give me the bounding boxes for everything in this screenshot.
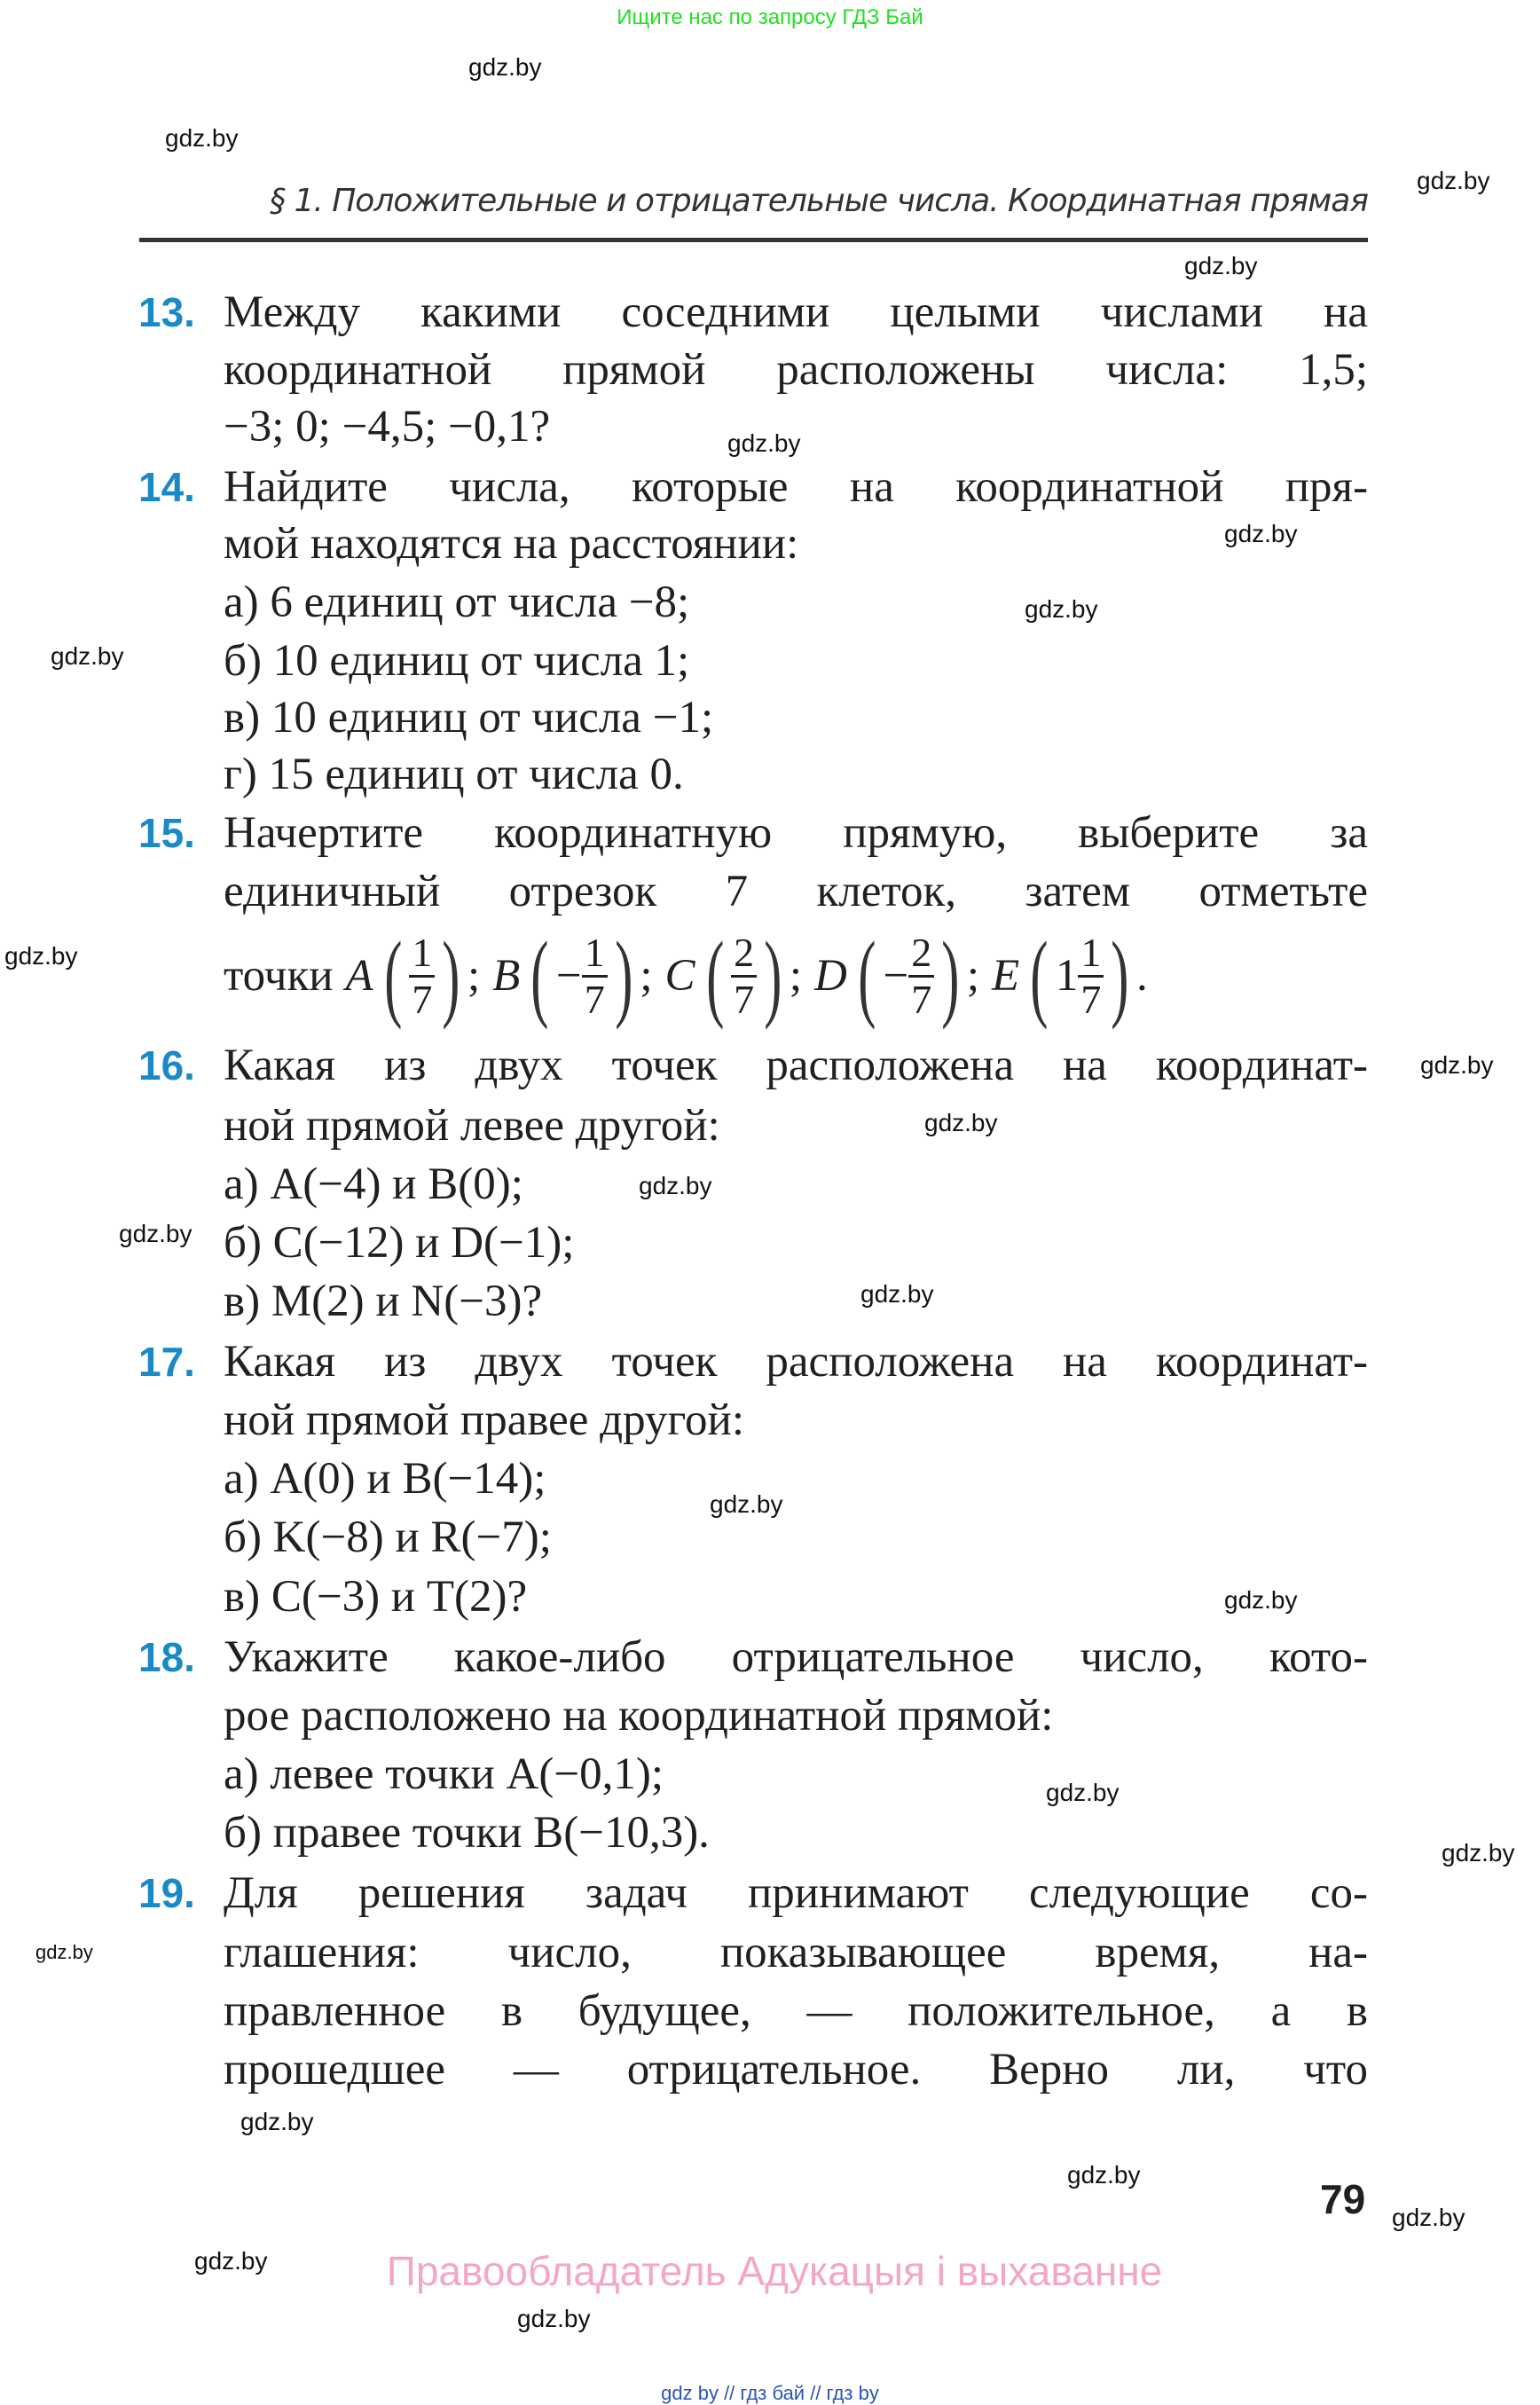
watermark: gdz.by [1224,520,1298,547]
problem-line: Для решения задач принимают следующие со- [224,1868,1368,1918]
watermark: gdz.by [1067,2161,1141,2189]
point-letter: C [664,951,695,1001]
problem-line: а) 6 единиц от числа −8; [224,578,690,627]
left-paren: ( [383,922,403,1030]
fraction [409,931,435,1022]
problem-line: а) A(−4) и B(0); [224,1159,523,1209]
numerator: 1 [1078,931,1104,978]
separator: ; [789,951,802,1001]
left-paren: ( [1030,922,1049,1030]
minus-sign: − [883,951,909,1001]
watermark: gdz.by [1184,252,1258,279]
right-paren: ) [442,922,460,1030]
problem-number: 13. [138,289,195,335]
problem-line: Начертите координатную прямую, выберите за [224,808,1368,858]
point-letter: D [813,951,847,1001]
problem-line: глашения: число, показывающее время, на- [224,1928,1368,1977]
problem-line: Какая из двух точек расположена на координат- [224,1041,1368,1090]
separator: . [1135,951,1148,1001]
problem-line: б) правее точки B(−10,3). [224,1808,710,1858]
problem-line: в) M(2) и N(−3)? [224,1277,543,1326]
watermark: gdz.by [517,2305,591,2332]
fraction [1078,931,1104,1022]
problem-line: рое расположено на координатной прямой: [224,1691,1054,1741]
fraction [731,931,757,1022]
watermark: gdz.by [1224,1586,1298,1614]
left-paren: ( [530,922,549,1030]
problem-line: Какая из двух точек расположена на координат- [224,1337,1368,1387]
problem-line: мой находятся на расстоянии: [224,519,799,569]
watermark: gdz.by [240,2108,314,2135]
numerator: 1 [409,931,435,978]
problem-number: 16. [138,1042,195,1089]
watermark: gdz.by [860,1280,934,1308]
watermark: gdz.by [1442,1839,1515,1867]
problem-line: единичный отрезок 7 клеток, затем отметьте [224,867,1368,916]
right-paren: ) [1111,922,1129,1030]
point-coordinate [653,922,802,1030]
whole-part: 1 [1055,951,1079,1001]
problem-line: в) C(−3) и T(2)? [224,1572,528,1622]
points-label: точки [224,951,334,1001]
problem-line: Найдите числа, которые на координатной пря- [224,462,1368,512]
left-paren: ( [705,922,724,1030]
page-number: 79 [1320,2176,1366,2222]
watermark: gdz.by [194,2247,268,2275]
problem-number: 14. [138,464,195,510]
denominator: 7 [412,976,433,1022]
header-divider [139,238,1368,242]
copyright-notice: Правообладатель Адукацыя і выхаванне [386,2248,1163,2294]
top-search-hint: Ищите нас по запросу ГДЗ Бай [617,5,923,29]
right-paren: ) [941,922,960,1030]
watermark: gdz.by [1392,2204,1465,2231]
separator: ; [640,951,653,1001]
separator: ; [467,951,481,1001]
problem-number: 18. [138,1634,195,1680]
problem-line: Укажите какое-либо отрицательное число, кото- [224,1632,1368,1682]
problem-line: Между какими соседними целыми числами на [224,287,1368,337]
problem-number: 19. [138,1870,195,1916]
point-letter: A [345,951,373,1001]
numerator: 1 [582,931,608,978]
point-coordinate [802,922,980,1030]
watermark: gdz.by [1025,595,1098,623]
watermark: gdz.by [710,1490,783,1518]
watermark: gdz.by [51,642,124,670]
problem-line: б) 10 единиц от числа 1; [224,636,690,686]
problem-line: прошедшее — отрицательное. Верно ли, что [224,2045,1368,2095]
point-letter: E [992,951,1020,1001]
problem-line: ной прямой правее другой: [224,1395,745,1445]
numerator: 2 [731,931,757,978]
point-letter: B [492,951,521,1001]
denominator: 7 [584,976,605,1022]
points-list [334,922,1148,1030]
separator: ; [966,951,980,1001]
watermark: gdz.by [35,1941,93,1963]
watermark: gdz.by [468,53,542,81]
problem-line: а) A(0) и B(−14); [224,1454,546,1504]
watermark: gdz.by [727,429,801,457]
left-paren: ( [858,922,876,1030]
problem-line: б) C(−12) и D(−1); [224,1218,575,1268]
minus-sign: − [555,951,582,1001]
watermark: gdz.by [165,124,239,152]
problem-line: −3; 0; −4,5; −0,1? [224,402,551,452]
watermark: gdz.by [119,1220,192,1247]
point-coordinate [480,922,653,1030]
problem-number: 15. [138,810,195,856]
watermark: gdz.by [1417,167,1490,194]
problem-line: ной прямой левее другой: [224,1101,720,1151]
problem-line: б) K(−8) и R(−7); [224,1513,552,1562]
problem-line: правленное в будущее, — положительное, а в [224,1986,1368,2036]
denominator: 7 [734,976,755,1022]
problem-line: координатной прямой расположены числа: 1,5; [224,345,1368,395]
problem-number: 17. [138,1339,195,1385]
fraction [908,931,934,1022]
point-coordinate [979,922,1148,1030]
points-line [224,923,1148,1029]
problem-line: г) 15 единиц от числа 0. [224,750,684,799]
right-paren: ) [614,922,633,1030]
watermark: gdz.by [639,1172,712,1199]
right-paren: ) [764,922,782,1030]
point-coordinate [334,922,481,1030]
numerator: 2 [908,931,934,978]
watermark: gdz.by [1420,1051,1494,1079]
fraction [582,931,608,1022]
problem-line: а) левее точки A(−0,1); [224,1749,664,1799]
watermark: gdz.by [924,1109,998,1136]
section-header: § 1. Положительные и отрицательные числа. Координатная прямая [270,183,1368,219]
watermark: gdz.by [1046,1779,1120,1806]
problem-line: в) 10 единиц от числа −1; [224,693,714,743]
denominator: 7 [1080,976,1102,1022]
denominator: 7 [911,976,932,1022]
footer-links[interactable]: gdz by // гдз бай // гдз by [661,2382,879,2404]
watermark: gdz.by [4,942,78,970]
